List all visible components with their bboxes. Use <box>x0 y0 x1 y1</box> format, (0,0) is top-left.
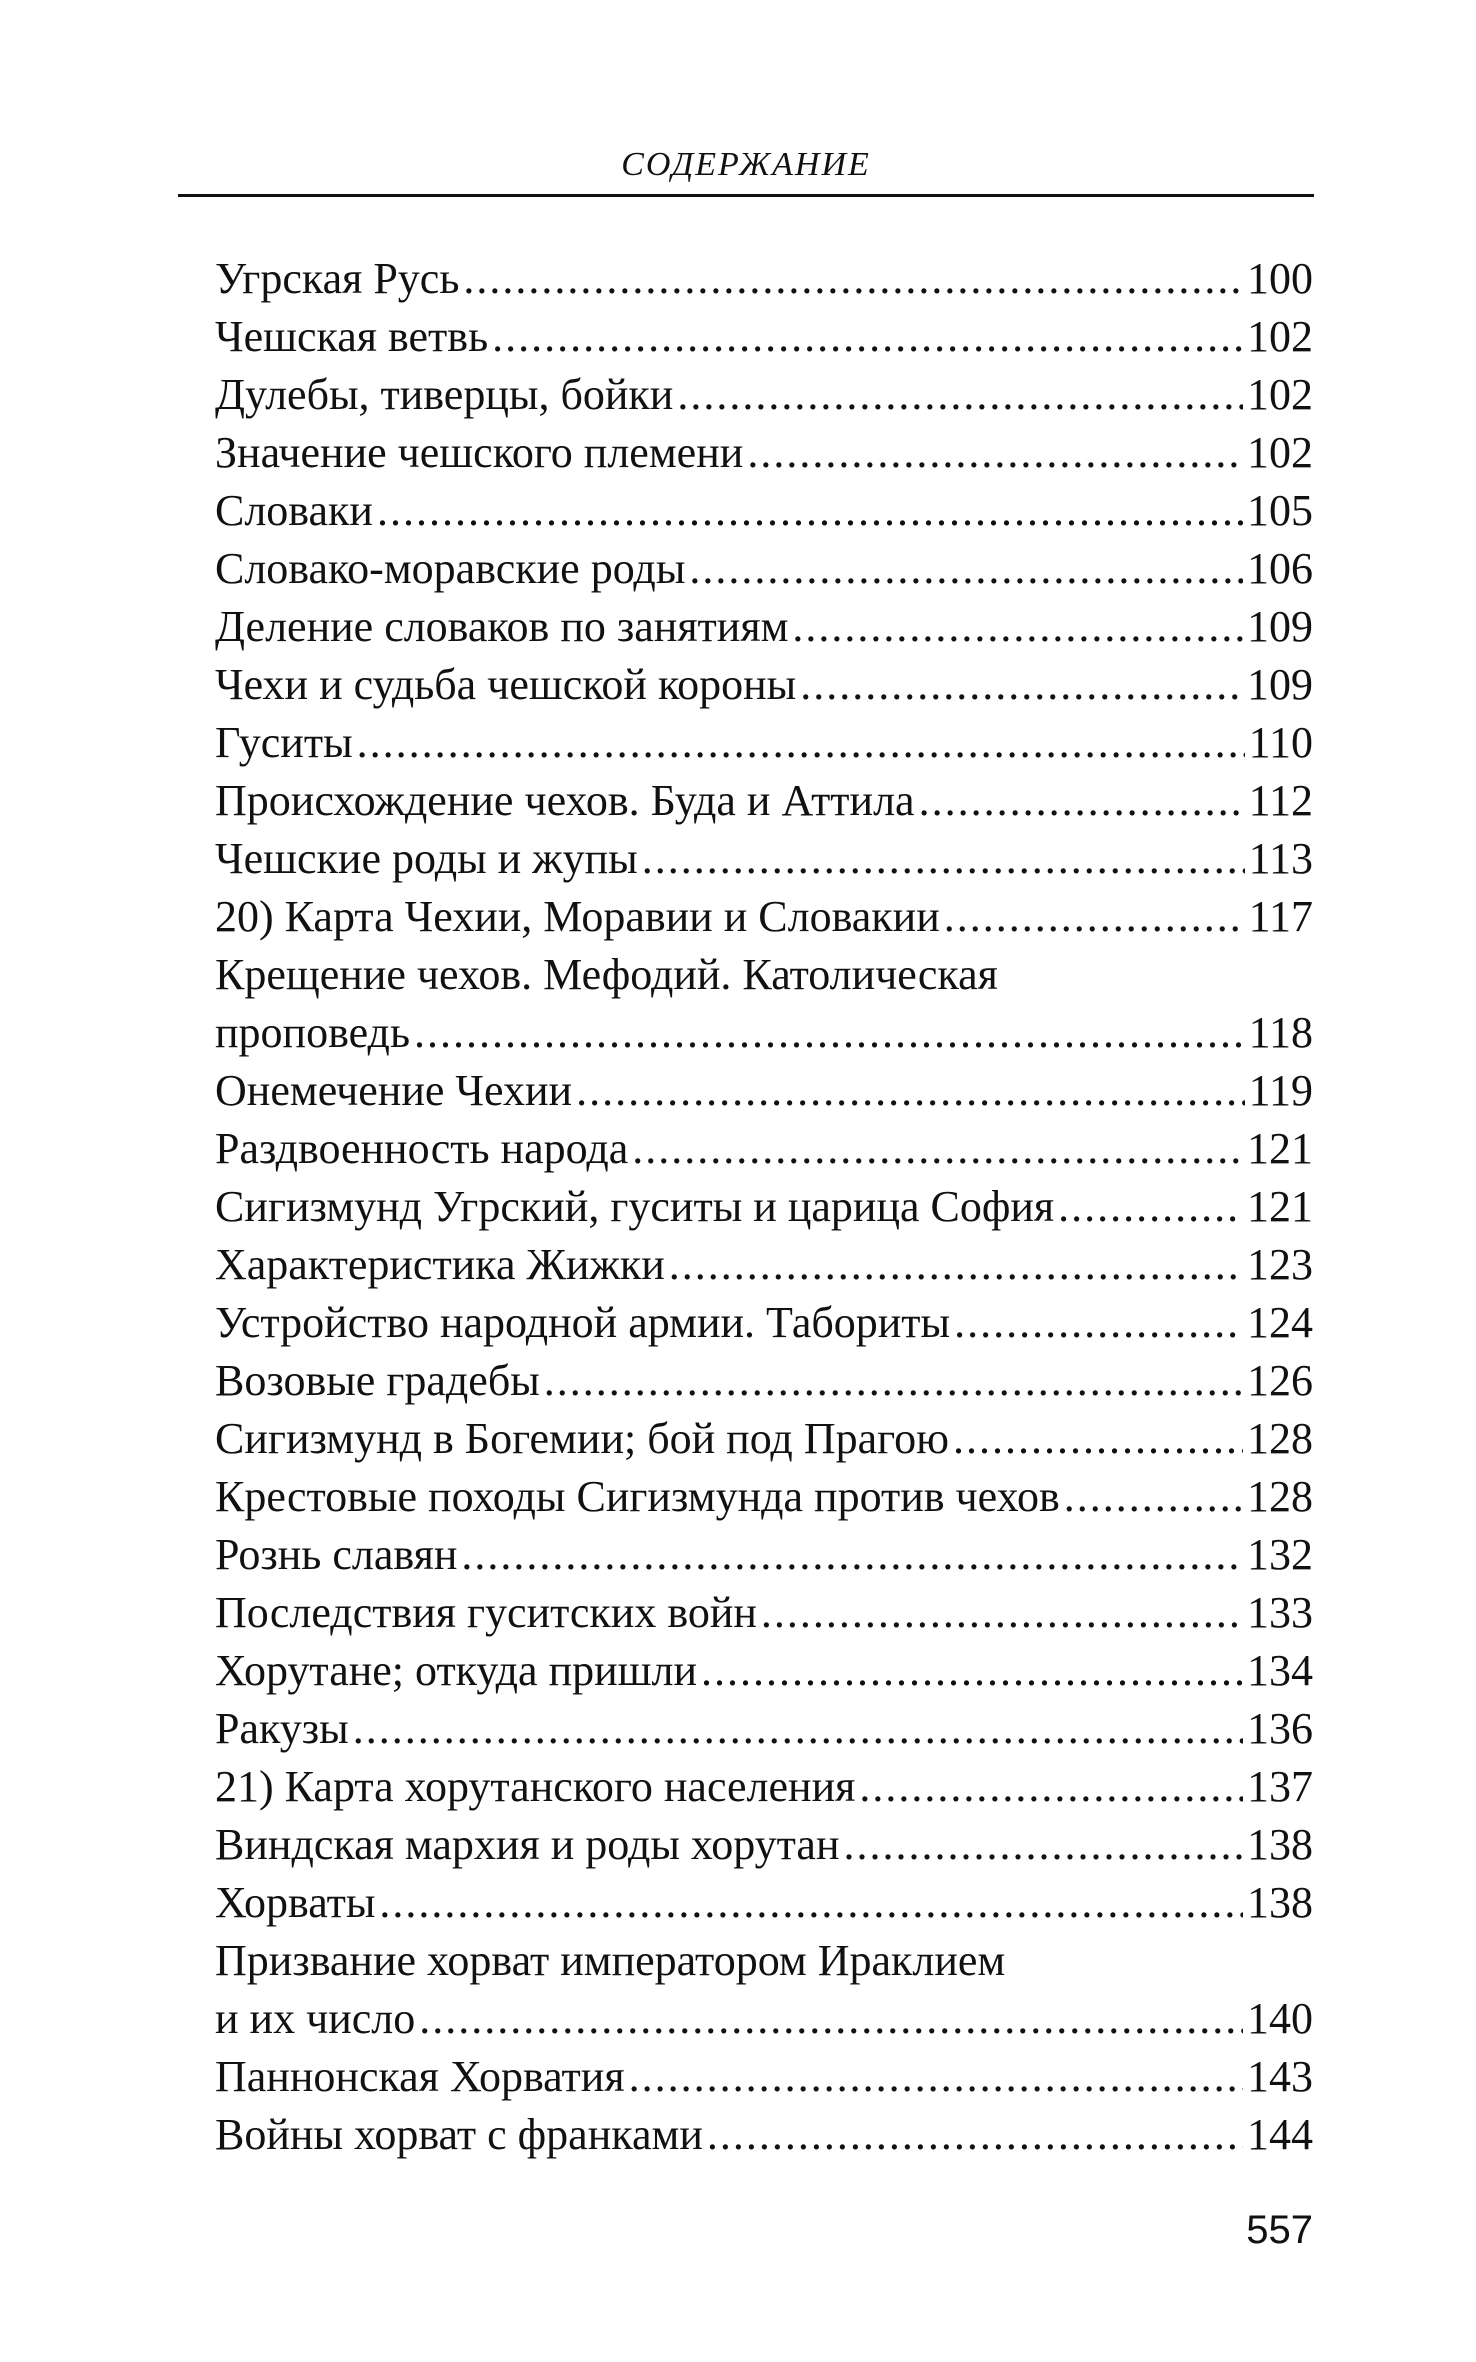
toc-entry-page: 106 <box>1247 544 1313 593</box>
dot-leader <box>792 598 1243 656</box>
toc-entry-line <box>215 598 1313 656</box>
toc-entry-page: 119 <box>1248 1066 1313 1115</box>
toc-entry-title: Чешская ветвь <box>215 312 489 361</box>
dot-leader <box>357 714 1245 772</box>
toc-entry-title: Паннонская Хорватия <box>215 2052 625 2101</box>
dot-leader <box>1058 1178 1243 1236</box>
toc-entry-page: 121 <box>1247 1124 1313 1173</box>
toc-entry-page: 117 <box>1248 892 1313 941</box>
dot-leader <box>461 1526 1243 1584</box>
toc-entry <box>215 2048 1313 2106</box>
dot-leader <box>1064 1468 1243 1526</box>
dot-leader <box>761 1584 1243 1642</box>
dot-leader <box>677 366 1243 424</box>
toc-entry-title: 21) Карта хорутанского населения <box>215 1762 856 1811</box>
toc-entry <box>215 1874 1313 1932</box>
toc-entry-line <box>215 1990 1313 2048</box>
toc-entry <box>215 1584 1313 1642</box>
toc-entry-page: 126 <box>1247 1356 1313 1405</box>
header-rule <box>178 194 1314 197</box>
toc-entry-page: 140 <box>1247 1994 1313 2043</box>
dot-leader <box>629 2048 1243 2106</box>
toc-entry-title: Ракузы <box>215 1704 349 1753</box>
toc-entry <box>215 1526 1313 1584</box>
toc-entry <box>215 366 1313 424</box>
toc-entry-line <box>215 1758 1313 1816</box>
toc-entry <box>215 250 1313 308</box>
toc-entry-page: 144 <box>1247 2110 1313 2159</box>
toc-entry-title: Гуситы <box>215 718 353 767</box>
toc-entry-title: Чехи и судьба чешской короны <box>215 660 797 709</box>
toc-entry <box>215 1294 1313 1352</box>
toc-entry-line <box>215 424 1313 482</box>
toc-entry-title: Чешские роды и жупы <box>215 834 638 883</box>
toc-entry-title: Происхождение чехов. Буда и Аттила <box>215 776 915 825</box>
toc-entry-page: 137 <box>1247 1762 1313 1811</box>
toc-entry-page: 123 <box>1247 1240 1313 1289</box>
toc-entry <box>215 1758 1313 1816</box>
toc-entry-line <box>215 1004 1313 1062</box>
toc-entry-line <box>215 1178 1313 1236</box>
dot-leader <box>707 2106 1243 2164</box>
toc-entry <box>215 1700 1313 1758</box>
toc-entry-line <box>215 1120 1313 1178</box>
toc-entry-title: Хорутане; откуда пришли <box>215 1646 698 1695</box>
toc-entry-title: Крестовые походы Сигизмунда против чехов <box>215 1472 1060 1521</box>
dot-leader <box>544 1352 1243 1410</box>
dot-leader <box>576 1062 1245 1120</box>
toc-entry-line <box>215 1526 1313 1584</box>
toc-entry-line <box>215 1816 1313 1874</box>
dot-leader <box>919 772 1245 830</box>
toc-entry-title-line: Призвание хорват императором Ираклием <box>215 1936 1006 1985</box>
dot-leader <box>419 1990 1243 2048</box>
toc-entry <box>215 1932 1313 2048</box>
dot-leader <box>414 1004 1245 1062</box>
toc-entry-title: Словако-моравские роды <box>215 544 686 593</box>
toc-entry-line <box>215 1236 1313 1294</box>
toc-entry-page: 121 <box>1247 1182 1313 1231</box>
toc-entry <box>215 598 1313 656</box>
toc-entry-page: 143 <box>1247 2052 1313 2101</box>
dot-leader <box>689 540 1243 598</box>
toc-entry-page: 109 <box>1247 660 1313 709</box>
toc-entry-title: Сигизмунд в Богемии; бой под Прагою <box>215 1414 949 1463</box>
toc-entry <box>215 1642 1313 1700</box>
dot-leader <box>701 1642 1243 1700</box>
toc-entry-title: Дулебы, тиверцы, бойки <box>215 370 674 419</box>
toc-entry-page: 102 <box>1247 428 1313 477</box>
toc-entry-title: Онемечение Чехии <box>215 1066 573 1115</box>
toc-entry <box>215 772 1313 830</box>
toc-entry-line <box>215 656 1313 714</box>
toc-entry-title: Характеристика Жижки <box>215 1240 665 1289</box>
toc-entry-line <box>215 2048 1313 2106</box>
toc-entry-title: Последствия гуситских войн <box>215 1588 757 1637</box>
running-head: СОДЕРЖАНИЕ <box>621 146 871 183</box>
toc-entry-line <box>215 250 1313 308</box>
toc-entry-line <box>215 1700 1313 1758</box>
toc-entry-title-line: Крещение чехов. Мефодий. Католическая <box>215 950 998 999</box>
dot-leader <box>353 1700 1243 1758</box>
toc-entry-title: и их число <box>215 1994 416 2043</box>
toc-entry-page: 113 <box>1248 834 1313 883</box>
dot-leader <box>642 830 1245 888</box>
toc-entry-line <box>215 2106 1313 2164</box>
toc-entry-page: 112 <box>1248 776 1313 825</box>
toc-entry-line <box>215 482 1313 540</box>
toc-entry-page: 138 <box>1247 1820 1313 1869</box>
dot-leader <box>669 1236 1243 1294</box>
toc-entry-page: 102 <box>1247 370 1313 419</box>
toc-entry-page: 133 <box>1247 1588 1313 1637</box>
dot-leader <box>953 1410 1243 1468</box>
toc-entry-title: Раздвоенность народа <box>215 1124 629 1173</box>
toc-entry-line <box>215 366 1313 424</box>
toc-entry <box>215 714 1313 772</box>
toc-entry-line <box>215 830 1313 888</box>
toc-entry-title: 20) Карта Чехии, Моравии и Словакии <box>215 892 940 941</box>
dot-leader <box>954 1294 1243 1352</box>
toc-entry-title: Значение чешского племени <box>215 428 744 477</box>
dot-leader <box>463 250 1243 308</box>
toc-entry-page: 138 <box>1247 1878 1313 1927</box>
toc-entry-page: 128 <box>1247 1472 1313 1521</box>
toc-entry <box>215 1816 1313 1874</box>
toc-entry-title: Войны хорват с франками <box>215 2110 703 2159</box>
toc-entry-title: Деление словаков по занятиям <box>215 602 789 651</box>
toc-entry-title: Хорваты <box>215 1878 376 1927</box>
toc-entry <box>215 1236 1313 1294</box>
toc-entry-title: Угрская Русь <box>215 254 460 303</box>
dot-leader <box>844 1816 1243 1874</box>
dot-leader <box>377 482 1243 540</box>
toc-entry-line <box>215 1468 1313 1526</box>
toc-entry <box>215 424 1313 482</box>
toc-entry-title: Сигизмунд Угрский, гуситы и царица София <box>215 1182 1055 1231</box>
table-of-contents <box>215 250 1313 2164</box>
toc-entry-page: 100 <box>1247 254 1313 303</box>
toc-entry-page: 132 <box>1247 1530 1313 1579</box>
toc-entry <box>215 482 1313 540</box>
dot-leader <box>944 888 1245 946</box>
toc-entry-line <box>215 772 1313 830</box>
toc-entry-page: 136 <box>1247 1704 1313 1753</box>
toc-entry <box>215 540 1313 598</box>
toc-entry-line <box>215 1584 1313 1642</box>
toc-entry-title: Рознь славян <box>215 1530 458 1579</box>
toc-entry <box>215 1410 1313 1468</box>
page-number: 557 <box>1246 2208 1313 2252</box>
toc-entry-line <box>215 1642 1313 1700</box>
toc-entry-line <box>215 308 1313 366</box>
toc-entry-page: 102 <box>1247 312 1313 361</box>
dot-leader <box>800 656 1243 714</box>
toc-entry-page: 110 <box>1248 718 1313 767</box>
toc-entry-page: 118 <box>1248 1008 1313 1057</box>
dot-leader <box>379 1874 1243 1932</box>
toc-entry-line <box>215 714 1313 772</box>
toc-entry <box>215 656 1313 714</box>
toc-entry <box>215 2106 1313 2164</box>
toc-entry <box>215 1062 1313 1120</box>
toc-entry-line <box>215 1062 1313 1120</box>
dot-leader <box>747 424 1243 482</box>
toc-entry <box>215 1468 1313 1526</box>
toc-entry-title: Словаки <box>215 486 373 535</box>
toc-entry-page: 105 <box>1247 486 1313 535</box>
dot-leader <box>859 1758 1243 1816</box>
toc-entry <box>215 888 1313 946</box>
toc-entry <box>215 1352 1313 1410</box>
toc-entry-title: Виндская мархия и роды хорутан <box>215 1820 840 1869</box>
toc-entry-page: 134 <box>1247 1646 1313 1695</box>
toc-entry-title: проповедь <box>215 1008 411 1057</box>
toc-entry <box>215 830 1313 888</box>
toc-entry-page: 109 <box>1247 602 1313 651</box>
dot-leader <box>492 308 1243 366</box>
toc-entry-line <box>215 1410 1313 1468</box>
toc-entry <box>215 1120 1313 1178</box>
toc-entry-line <box>215 540 1313 598</box>
toc-entry-line <box>215 888 1313 946</box>
toc-entry <box>215 308 1313 366</box>
toc-entry-page: 128 <box>1247 1414 1313 1463</box>
toc-entry <box>215 1178 1313 1236</box>
toc-entry-title: Устройство народной армии. Табориты <box>215 1298 951 1347</box>
toc-entry-line <box>215 1294 1313 1352</box>
toc-entry <box>215 946 1313 1062</box>
toc-entry-title: Возовые градебы <box>215 1356 540 1405</box>
toc-entry-line <box>215 1352 1313 1410</box>
toc-entry-line <box>215 1874 1313 1932</box>
toc-entry-page: 124 <box>1247 1298 1313 1347</box>
dot-leader <box>632 1120 1243 1178</box>
